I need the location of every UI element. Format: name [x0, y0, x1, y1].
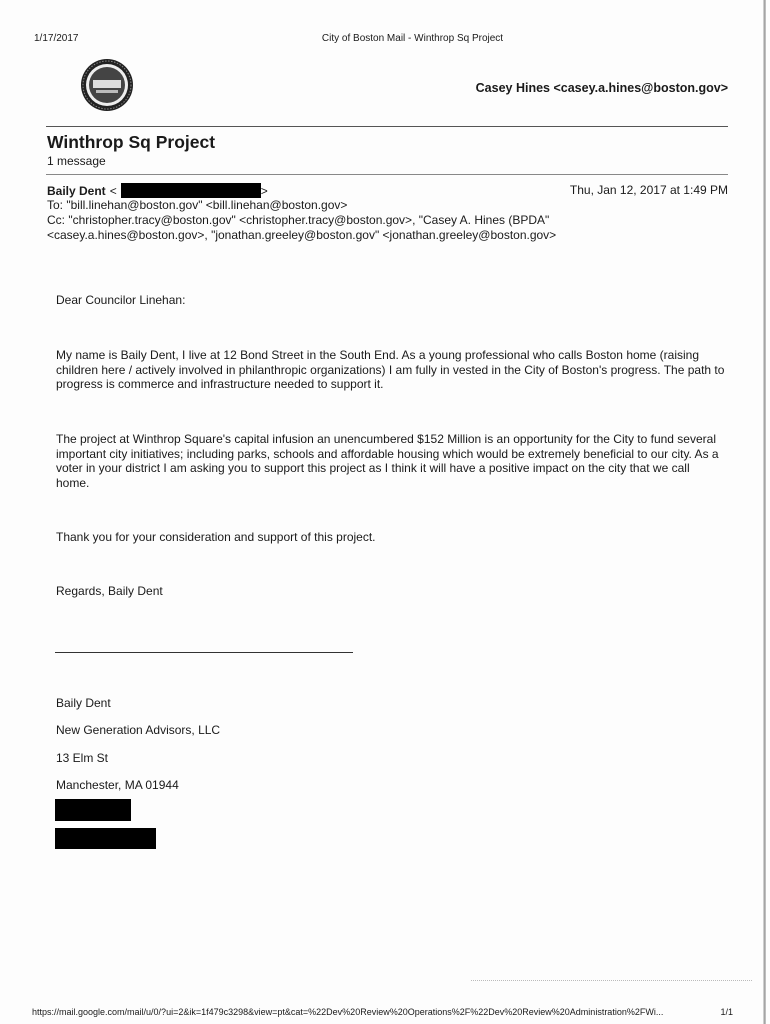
redacted-sender-email: [121, 183, 261, 198]
signature-street: 13 Elm St: [56, 751, 109, 765]
header-divider: [46, 126, 728, 127]
subject-divider: [46, 174, 728, 175]
from-line: [47, 183, 268, 198]
scan-edge: [763, 0, 766, 1024]
message-count: 1 message: [47, 154, 106, 168]
redacted-email: [55, 828, 156, 849]
body-paragraph-3: Thank you for your consideration and support of this project.: [56, 530, 376, 544]
page-number: 1/1: [720, 1007, 733, 1017]
account-address: Casey Hines <casey.a.hines@boston.gov>: [475, 81, 728, 95]
sender-email-close: >: [260, 183, 268, 198]
signature-name: Baily Dent: [56, 696, 111, 710]
signature-company: New Generation Advisors, LLC: [56, 723, 221, 737]
signature-divider: [55, 652, 353, 653]
signature-city: Manchester, MA 01944: [56, 778, 179, 792]
print-title: City of Boston Mail - Winthrop Sq Project: [321, 33, 504, 44]
cc-line-1: Cc: "christopher.tracy@boston.gov" <christopher.tracy@boston.gov>, "Casey A. Hines (BPDA": [47, 213, 550, 227]
footer-divider: [471, 980, 752, 981]
footer-url: https://mail.google.com/mail/u/0/?ui=2&ik=1f479c3298&view=pt&cat=%22Dev%20Review%20Operations%2F%22Dev%20Review%20Administration%2FWi...: [32, 1007, 664, 1017]
sender-email-open: <: [109, 183, 117, 198]
closing: Regards, Baily Dent: [56, 584, 163, 598]
cc-line-2: <casey.a.hines@boston.gov>, "jonathan.greeley@boston.gov" <jonathan.greeley@boston.gov>: [47, 228, 557, 242]
sender-name: Baily Dent: [47, 183, 106, 198]
to-line: To: "bill.linehan@boston.gov" <bill.linehan@boston.gov>: [47, 198, 348, 212]
print-date: 1/17/2017: [34, 33, 79, 44]
body-paragraph-1: My name is Baily Dent, I live at 12 Bond Street in the South End. As a young professional who calls Boston home (raising children here / actively involved in philanthropic organizations) I am fully in vested in the City of Boston's progress. The path to progress is commerce and infrastructure needed to support it.: [56, 348, 725, 391]
greeting: Dear Councilor Linehan:: [56, 293, 186, 307]
email-subject: Winthrop Sq Project: [47, 132, 216, 152]
city-seal-logo: [80, 58, 134, 112]
redacted-phone: [55, 799, 131, 821]
body-paragraph-2: The project at Winthrop Square's capital infusion an unencumbered $152 Million is an opportunity for the City to fund several important city initiatives; including parks, schools and affordable housing which would be extremely beneficial to our city. As a voter in your district I am asking you to support this project as I think it will have a positive impact on the city that we call home.: [56, 432, 719, 490]
sent-date: Thu, Jan 12, 2017 at 1:49 PM: [569, 183, 728, 197]
